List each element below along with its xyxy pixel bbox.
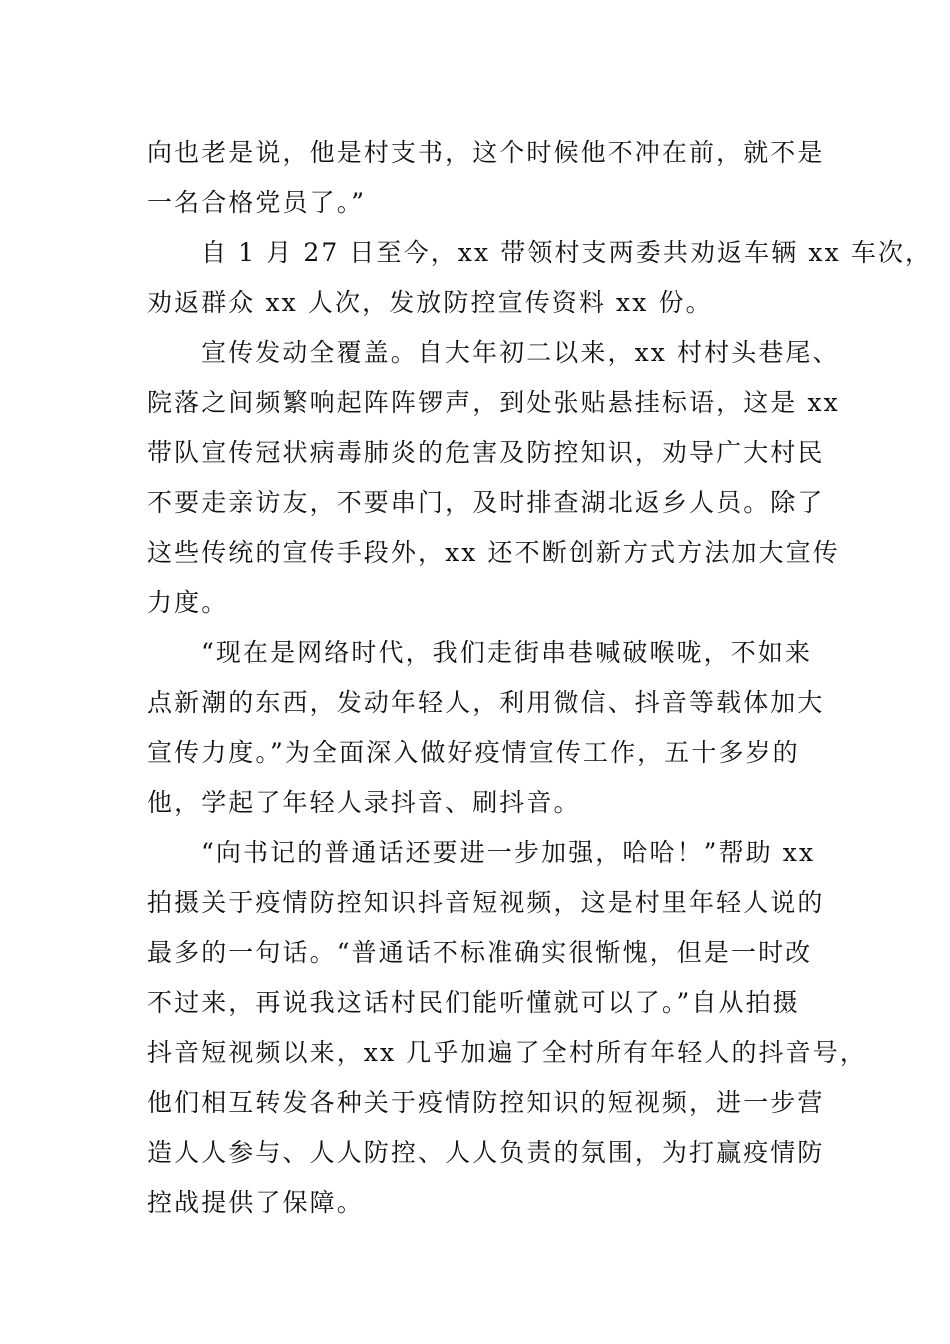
- text-line: 劝返群众 xx 人次，发放防控宣传资料 xx 份。: [147, 288, 713, 317]
- text-line: 宣传力度。”为全面深入做好疫情宣传工作，五十多岁的: [147, 738, 800, 767]
- text-line: 控战提供了保障。: [147, 1188, 364, 1217]
- text-line: 最多的一句话。“普通话不标准确实很惭愧，但是一时改: [147, 938, 813, 967]
- text-line: 这些传统的宣传手段外，xx 还不断创新方式方法加大宣传: [147, 538, 840, 567]
- text-line: 不要走亲访友，不要串门，及时排查湖北返乡人员。除了: [147, 488, 825, 517]
- text-line: 一名合格党员了。”: [147, 188, 367, 217]
- text-line: 不过来，再说我这话村民们能听懂就可以了。”自从拍摄: [147, 988, 800, 1017]
- text-line: 带队宣传冠状病毒肺炎的危害及防控知识，劝导广大村民: [147, 438, 825, 467]
- text-line: 抖音短视频以来，xx 几乎加遍了全村所有年轻人的抖音号，: [147, 1038, 867, 1067]
- text-line: 造人人参与、人人防控、人人负责的氛围，为打赢疫情防: [147, 1138, 825, 1167]
- text-line: 院落之间频繁响起阵阵锣声，到处张贴悬挂标语，这是 xx: [147, 388, 840, 417]
- text-line: 点新潮的东西，发动年轻人，利用微信、抖音等载体加大: [147, 688, 825, 717]
- paragraph-first-line: “现在是网络时代，我们走街串巷喊破喉咙，不如来: [201, 638, 813, 667]
- text-line: 向也老是说，他是村支书，这个时候他不冲在前，就不是: [147, 138, 825, 167]
- text-line: 力度。: [147, 588, 229, 617]
- paragraph-first-line: “向书记的普通话还要进一步加强，哈哈！”帮助 xx: [201, 838, 816, 867]
- paragraph-first-line: 宣传发动全覆盖。自大年初二以来，xx 村村头巷尾、: [201, 338, 840, 367]
- text-line: 他，学起了年轻人录抖音、刷抖音。: [147, 788, 581, 817]
- document-body: [147, 128, 933, 1228]
- text-line: 拍摄关于疫情防控知识抖音短视频，这是村里年轻人说的: [147, 888, 825, 917]
- text-line: 他们相互转发各种关于疫情防控知识的短视频，进一步营: [147, 1088, 825, 1117]
- paragraph-first-line: 自 1 月 27 日至今，xx 带领村支两委共劝返车辆 xx 车次，: [201, 238, 933, 267]
